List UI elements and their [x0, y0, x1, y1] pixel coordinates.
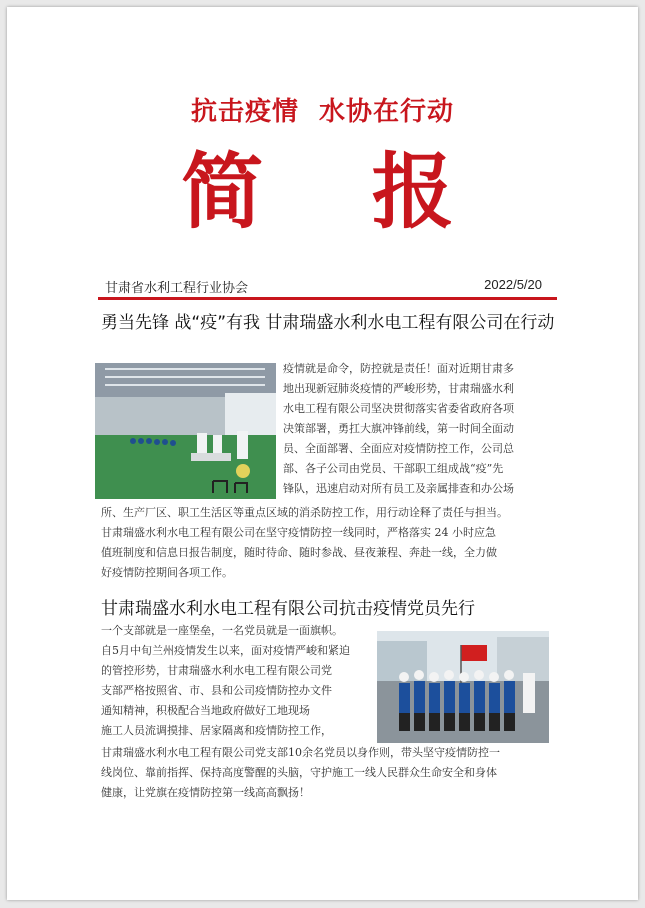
newsletter-page	[7, 7, 638, 900]
paragraph-line: 健康，让党旗在疫情防控第一线高高飘扬！	[101, 786, 310, 799]
paragraph-line: 线岗位、靠前指挥、保持高度警醒的头脑，守护施工一线人民群众生命安全和身体	[101, 766, 497, 779]
paragraph-line: 一个支部就是一座堡垒，一名党员就是一面旗帜。	[101, 624, 343, 637]
article1-wrap-text	[283, 359, 555, 499]
article1-title: 勇当先锋 战“疫”有我 甘肃瑞盛水利水电工程有限公司在行动	[101, 313, 555, 333]
paragraph-line: 决策部署，勇扛大旗冲锋前线，第一时间全面动	[283, 422, 514, 435]
paragraph-line: 甘肃瑞盛水利水电工程有限公司党支部10余名党员以身作则，带头坚守疫情防控一	[101, 746, 500, 759]
testing-site-image	[95, 363, 276, 499]
paragraph-line: 值班制度和信息日报告制度，随时待命、随时参战、昼夜兼程、奔赴一线，全力做	[101, 546, 497, 559]
party-members-group-image	[377, 631, 549, 743]
paragraph-line: 好疫情防控期间各项工作。	[101, 566, 233, 579]
headline: 抗击疫情 水协在行动	[190, 97, 455, 127]
article2-full-text	[101, 743, 557, 803]
paragraph-line: 员、全面部署、全面应对疫情防控工作，公司总	[283, 442, 514, 455]
paragraph-line: 通知精神，积极配合当地政府做好工地现场	[101, 704, 310, 717]
article1-full-text	[101, 503, 557, 583]
article2-photo	[377, 631, 549, 743]
paragraph-line: 自5月中旬兰州疫情发生以来，面对疫情严峻和紧迫	[101, 644, 350, 657]
header-divider	[98, 297, 557, 300]
paragraph-line: 施工人员流调摸排、居家隔离和疫情防控工作，	[101, 724, 332, 737]
paragraph-line: 水电工程有限公司坚决贯彻落实省委省政府各项	[283, 402, 514, 415]
organization-name: 甘肃省水利工程行业协会	[105, 281, 249, 296]
paragraph-line: 支部严格按照省、市、县和公司疫情防控办文件	[101, 684, 332, 697]
paragraph-line: 甘肃瑞盛水利水电工程有限公司在坚守疫情防控一线同时，严格落实 24 小时应急	[101, 526, 496, 539]
paragraph-line: 的管控形势，甘肃瑞盛水利水电工程有限公司党	[101, 664, 332, 677]
paragraph-line: 地出现新冠肺炎疫情的严峻形势，甘肃瑞盛水利	[283, 382, 514, 395]
article1-photo	[95, 363, 276, 499]
paragraph-line: 疫情就是命令，防控就是责任！面对近期甘肃多	[283, 362, 514, 375]
paragraph-line: 所、生产厂区、职工生活区等重点区域的消杀防控工作，用行动诠释了责任与担当。	[101, 506, 508, 519]
masthead-title: 简 报	[181, 144, 494, 240]
paragraph-line: 部、各子公司由党员、干部职工组成战“疫”先	[283, 462, 504, 475]
article2-wrap-text	[101, 621, 373, 741]
paragraph-line: 锋队，迅速启动对所有员工及亲属排查和办公场	[283, 482, 514, 495]
issue-date: 2022/5/20	[484, 277, 542, 292]
article2-title: 甘肃瑞盛水利水电工程有限公司抗击疫情党员先行	[101, 599, 475, 619]
